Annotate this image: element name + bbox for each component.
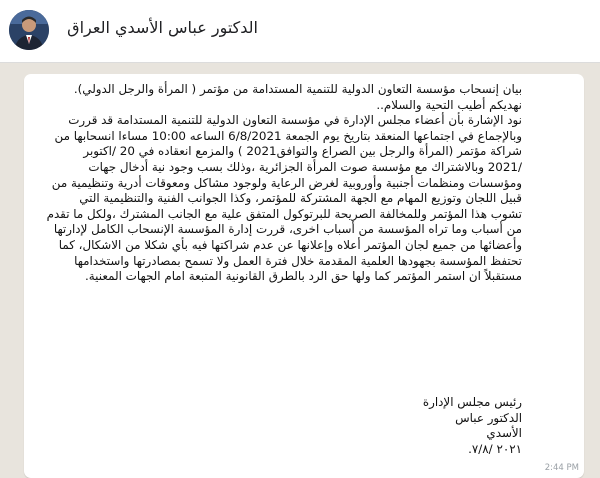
chat-header [0, 0, 600, 63]
contact-avatar[interactable] [9, 10, 49, 50]
message-bubble[interactable] [24, 74, 584, 478]
signature-line-title: رئيس مجلس الإدارة [422, 395, 522, 409]
signature-line-name: الدكتور عباس الأسدي [455, 410, 522, 441]
message-paragraph-title: بيان إنسحاب مؤسسة التعاون الدولية للتنمية المستدامة من مؤتمر ( المرأة والرجل الدولي). [73, 82, 522, 96]
contact-name[interactable]: الدكتور عباس الأسدي العراق [67, 18, 258, 37]
signature-line-date: ٢٠٢١ /٧/٨. [468, 441, 522, 456]
avatar-person-icon [9, 10, 49, 50]
message-signature [420, 395, 522, 457]
message-paragraph-greeting: نهديكم أطيب التحية والسلام.. [376, 97, 522, 112]
message-timestamp: 2:44 PM [544, 463, 579, 473]
message-paragraph-body: نود الإشارة بأن أعضاء مجلس الإدارة في مؤسسة التعاون الدولية للتنمية المستدامة قد قررت وبالإجماع في اجتماعها المنعقد بتاريخ يوم الجمعة 6/8/2021 الساعه 10:00 مساءا انسحابها من شراكة مؤتمر (المرأة والرجل بين الصراع والتوافق2021 ) والمزمع انعقاده في 20 /اكتوبر /2021 وبالاشتراك مع مؤسسة صوت المرأة الجزائرية ،وذلك بسب وجود نية أدخال جهات ومؤسسات ومنظمات أجنبية وأوروبية لغرض الرعاية ولوجود مشاكل ومعوقات أدرية وتنظيمية من قبيل اللجان وتوزيع المهام مع الجهة المشتركة للمؤتمر، وكذا الجوانب الفنية والتنظيمية التي تشوب هذا المؤتمر وللمخالفة الصريحة للبرتوكول المتفق علية مع الجانب المشترك ،ولكل ما تقدم من أسباب وما تراه المؤسسة من أسباب اخرى، قررت إدارة المؤسسة الإنسحاب الكامل لإدارتها وأعضائها من جميع لجان المؤتمر أعلاه وإعلانها عن عدم شراكتها فيه بأي شكلا من الاشكال، كما تحتفظ المؤسسة بجهودها العلمية المقدمة خلال فترة العمل ولا تسمح بمصادرتها واستخدامها مستقبلاً ان استمر المؤتمر كما ولها حق الرد بالطرق القانونية المتبعة امام الجهات المعنية. [46, 113, 522, 284]
